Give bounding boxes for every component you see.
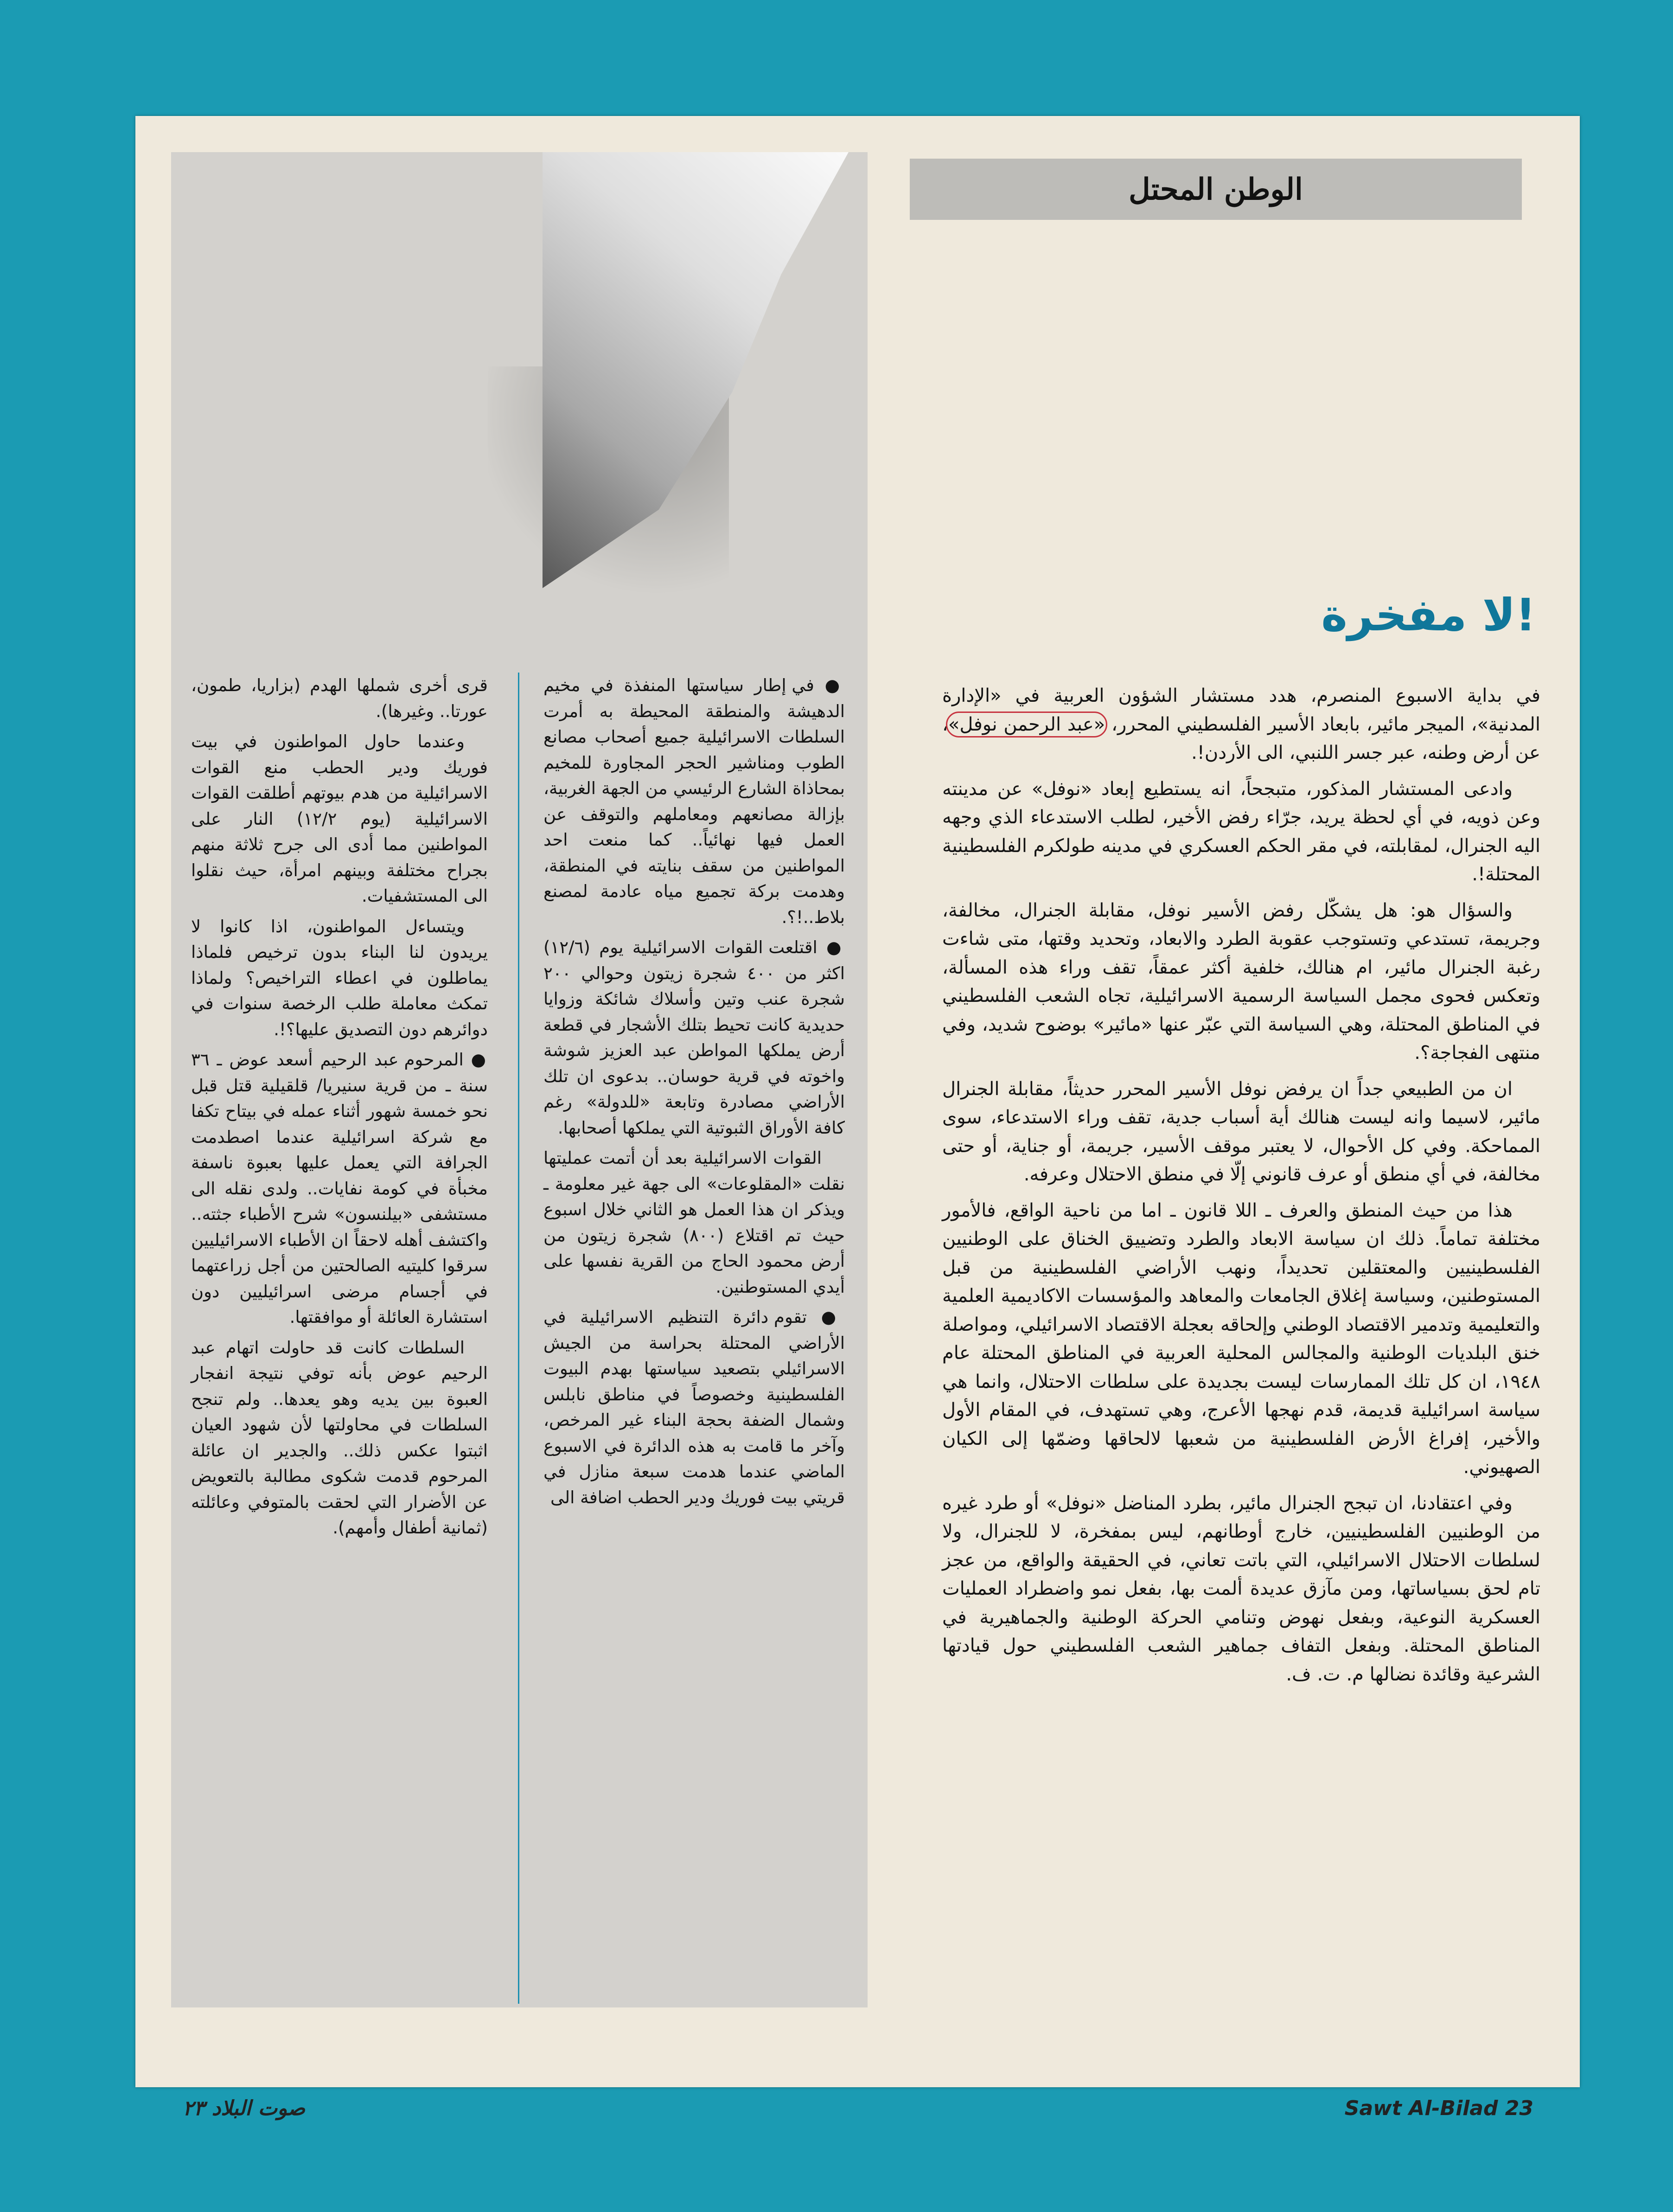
article-headline: لا مفخرة! bbox=[1321, 589, 1536, 641]
section-header bbox=[910, 159, 1522, 220]
article-paragraph: والسؤال هو: هل يشكّل رفض الأسير نوفل، مقابلة الجنرال، مخالفة، وجريمة، تستدعي وتستوجب عقوبة الطرد والابعاد، وتحديد وقتها، متى شاءت رغبة الجنرال مائير، ام هنالك، خلفية أكثر عمقاً، تقف وراء هذه المسألة، وتعكس فحوى مجمل السياسة الرسمية الاسرائيلية، تجاه الشعب الفلسطيني في المناطق المحتلة، وهي السياسة التي عبّر عنها «مائير» بوضوح شديد، وفي منتهى الفجاجة؟. bbox=[942, 899, 1540, 1064]
news-item: وعندما حاول المواطنون في بيت فوريك ودير الحطب منع القوات الاسرائيلية من هدم بيوتهم أطلقت القوات الاسرائيلية (يوم ١٢/٢) النار على المواطنين مما أدى الى جرح ثلاثة منهم بجراح مختلفة وبينهم امرأة، حيث نقلوا الى المستشفيات. bbox=[191, 731, 488, 906]
intro-text-end: ، عن أرض وطنه، عبر جسر اللنبي، الى الأردن!. bbox=[942, 713, 1540, 763]
news-column-middle bbox=[543, 673, 845, 1515]
circled-name: «عبد الرحمن نوفل» bbox=[948, 713, 1105, 735]
intro-text: في بداية الاسبوع المنصرم، هدد مستشار الشؤون العربية في «الإدارة المدنية»، الميجر مائير، بابعاد الأسير الفلسطيني المحرر، bbox=[942, 685, 1540, 735]
magazine-page bbox=[135, 116, 1580, 2120]
news-item: ● في إطار سياستها المنفذة في مخيم الدهيشة والمنطقة المحيطة به أمرت السلطات الاسرائيلية جميع أصحاب مصانع الطوب ومناشير الحجر المجاورة للمخيم بمحاذاة الشارع الرئيسي من الجهة الغربية، بإزالة مصانعهم ومعاملهم والتوقف عن العمل فيها نهائياً.. كما منعت احد المواطنين من سقف بنايته في المنطقة، وهدمت بركة تجميع مياه عادمة لمصنع بلاط..!؟. bbox=[543, 673, 845, 930]
news-item: ● اقتلعت القوات الاسرائيلية يوم (١٢/٦) اكثر من ٤٠٠ شجرة زيتون وحوالي ٢٠٠ شجرة عنب وتين وأسلاك شائكة وزوايا حديدية كانت تحيط بتلك الأشجار في قطعة أرض يملكها المواطن عبد العزيز شوشة واخوته في قرية حوسان.. بدعوى ان تلك الأراضي مصادرة وتابعة «للدولة» رغم كافة الأوراق الثبوتية التي يملكها أصحابها. bbox=[543, 935, 845, 1141]
footer-arabic-page: صوت البلاد ٢٣ bbox=[183, 2097, 306, 2120]
news-item: ● تقوم دائرة التنظيم الاسرائيلية في الأراضي المحتلة بحراسة من الجيش الاسرائيلي بتصعيد سياستها بهدم البيوت الفلسطينية وخصوصاً في مناطق نابلس وشمال الضفة بحجة البناء غير المرخص، وآخر ما قامت به هذه الدائرة في الاسبوع الماضي عندما هدمت سبعة منازل في قريتي بيت فوريك ودير الحطب اضافة الى bbox=[543, 1304, 845, 1510]
news-item: ● المرحوم عبد الرحيم أسعد عوض ـ ٣٦ سنة ـ من قرية سنيريا/ قلقيلية قتل قبل نحو خمسة شهور أثناء عمله في بيتاح تكفا مع شركة اسرائيلية عندما اصطدمت الجرافة التي يعمل عليها بعبوة ناسفة مخبأة في كومة نفايات.. ولدى نقله الى مستشفى «بيلنسون» شرح الأطباء جثته.. واكتشف أهله لاحقاً ان الأطباء الاسرائيليين سرقوا كليتيه الصالحتين من أجل زراعتهما في أجسام مرضى اسرائيليين دون استشارة العائلة أو موافقتها. bbox=[191, 1047, 488, 1330]
news-item: القوات الاسرائيلية بعد أن أتمت عمليتها نقلت «المقلوعات» الى جهة غير معلومة ـ ويذكر ان هذا العمل هو الثاني خلال اسبوع حيث تم اقتلاع (٨٠٠) شجرة زيتون من أرض محمود الحاج من القرية نفسها على أيدي المستوطنين. bbox=[543, 1148, 845, 1297]
news-item: ويتساءل المواطنون، اذا كانوا لا يريدون لنا البناء بدون ترخيص فلماذا يماطلون في اعطاء التراخيص؟ ولماذا تمكث معاملة طلب الرخصة سنوات في دوائرهم دون التصديق عليها؟!. bbox=[191, 916, 488, 1039]
article-paragraph: وادعى المستشار المذكور، متبجحاً، انه يستطيع إبعاد «نوفل» عن مدينته وعن ذويه، في أي لحظة يريد، جرّاء رفض الأخير، لطلب الاستدعاء الذي وجهه اليه الجنرال، لمقابلته، في مقر الحكم العسكري في مدينه طولكرم الفلسطينية المحتلة!. bbox=[942, 778, 1540, 885]
news-item: السلطات كانت قد حاولت اتهام عبد الرحيم عوض بأنه توفي نتيجة انفجار العبوة بين يديه وهو يعدها.. ولم تنجح السلطات في محاولتها لأن شهود العيان اثبتوا عكس ذلك.. والجدير ان عائلة المرحوم قدمت شكوى مطالبة بالتعويض عن الأضرار التي لحقت بالمتوفي وعائلته (ثمانية أطفال وأمهم). bbox=[191, 1337, 488, 1538]
article-paragraph: وفي اعتقادنا، ان تبجح الجنرال مائير، بطرد المناضل «نوفل» أو طرد غيره من الوطنيين الفلسطينيين، خارج أوطانهم، ليس بمفخرة، لا للجنرال، ولا لسلطات الاحتلال الاسرائيلي، التي باتت تعاني، في الحقيقة والواقع، من عجز تام لحق بسياساتها، ومن مآزق عديدة ألمت بها، بفعل نمو واضطراد العمليات العسكرية النوعية، وبفعل نهوض وتنامي الحركة الوطنية والجماهيرية في المناطق المحتلة. وبفعل التفاف جماهير الشعب الفلسطيني حول قيادتها الشرعية وقائدة نضالها م. ت. ف. bbox=[942, 1492, 1540, 1685]
column-divider bbox=[518, 673, 519, 2004]
article-intro bbox=[942, 682, 1540, 768]
news-item: قرى أخرى شملها الهدم (بزاريا، طمون، عورتا.. وغيرها). bbox=[191, 675, 488, 721]
article-paragraph: هذا من حيث المنطق والعرف ـ اللا قانون ـ اما من ناحية الواقع، فالأمور مختلفة تماماً. ذلك ان سياسة الابعاد والطرد وتضييق الخناق على الوطنيين الفلسطينيين والمعتقلين تحديداً، ونهب الأراضي الفلسطينية من قبل المستوطنين، وسياسة إغلاق الجامعات والمعاهد والمؤسسات الاكاديمية العلمية والتعليمية وتدمير الاقتصاد الوطني وإلحاقه بعجلة الاقتصاد الاسرائيلي، ومواصلة خنق البلديات الوطنية والمجالس المحلية العربية في المناطق المحتلة عام ١٩٤٨، ان كل تلك الممارسات ليست بجديدة على سلطات الاحتلال، وانما هي سياسة اسرائيلية قديمة، قدم نهجها الأعرج، وهي تستهدف، في المقام الأول والأخير، إفراغ الأرض الفلسطينية من شعبها لالحاقها وضمّها إلى الكيان الصهيوني. bbox=[942, 1199, 1540, 1478]
footer-english-page: Sawt Al-Bilad 23 bbox=[1344, 2097, 1533, 2120]
main-article bbox=[942, 682, 1540, 1696]
article-paragraph: ان من الطبيعي جداً ان يرفض نوفل الأسير المحرر حديثاً، مقابلة الجنرال مائير، لاسيما وانه ليست هنالك أية أسباب جدية، تقف وراء الاستدعاء، سوى المماحكة. وفي كل الأحوال، لا يعتبر موقف الأسير، جريمة، أو جناية، أو حتى مخالفة، في أي منطق أو عرف قانوني إلّا في منطق الاحتلال وعرفه. bbox=[942, 1078, 1540, 1185]
section-title: الوطن المحتل bbox=[1129, 172, 1303, 207]
news-column-left bbox=[191, 673, 488, 1545]
